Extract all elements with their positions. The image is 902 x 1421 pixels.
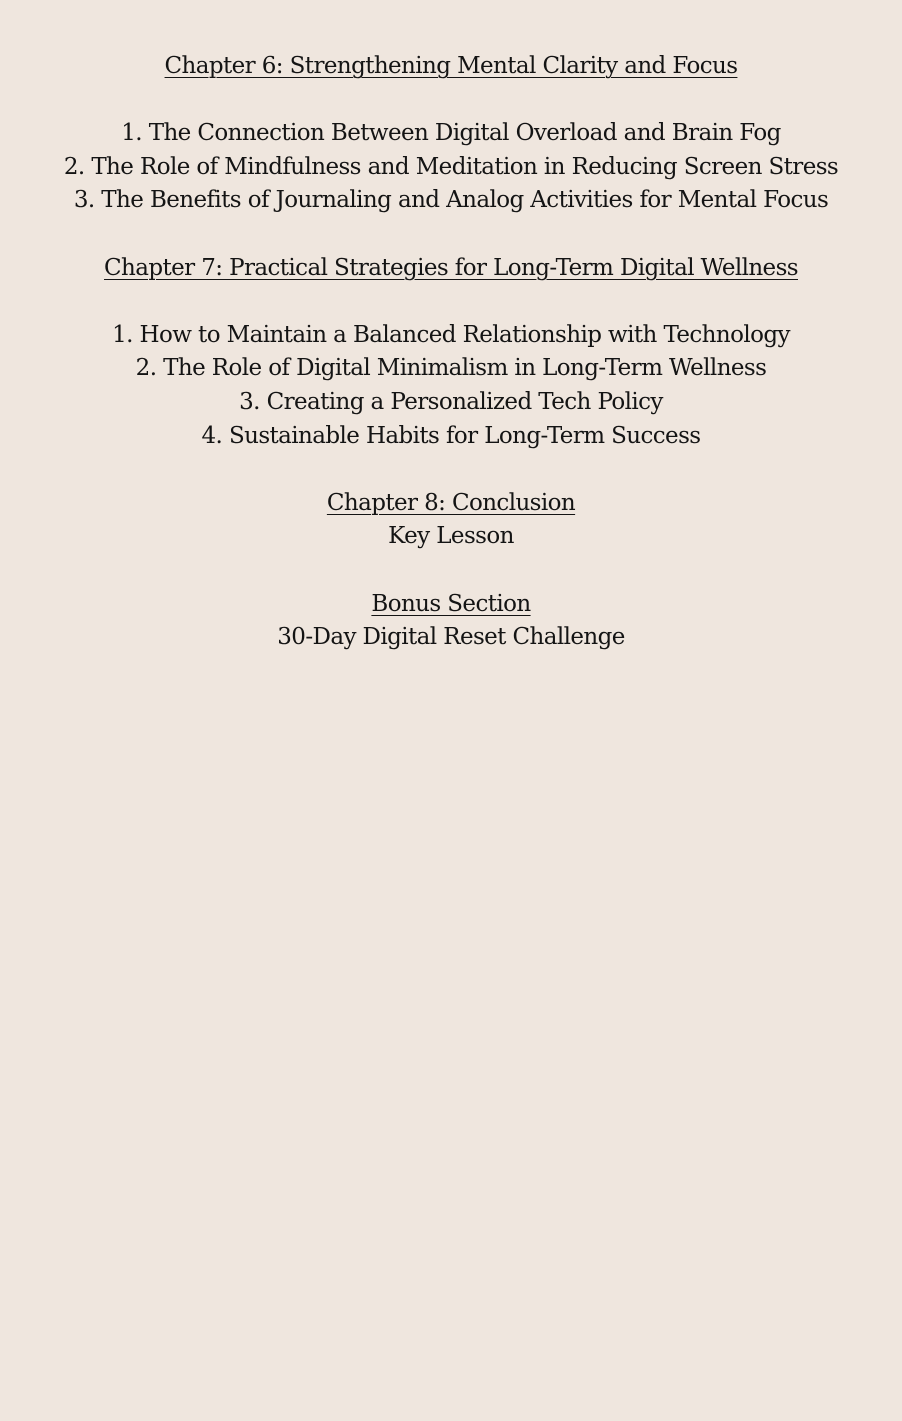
spacer — [0, 554, 902, 588]
spacer — [0, 453, 902, 487]
spacer — [0, 218, 902, 252]
chapter-6-item-2: 2. The Role of Mindfulness and Meditation in Reducing Screen Stress — [63, 153, 839, 180]
chapter-8-heading: Chapter 8: Conclusion — [326, 489, 576, 516]
chapter-8-item-1: Key Lesson — [388, 523, 514, 550]
chapter-6-item-1: 1. The Connection Between Digital Overload and Brain Fog — [121, 120, 781, 147]
bonus-section-heading: Bonus Section — [371, 590, 531, 617]
spacer — [0, 285, 902, 319]
table-of-contents — [0, 50, 902, 655]
chapter-7-item-2: 2. The Role of Digital Minimalism in Long-Term Wellness — [135, 355, 767, 382]
chapter-7-item-1: 1. How to Maintain a Balanced Relationship with Technology — [112, 321, 790, 348]
chapter-6-heading: Chapter 6: Strengthening Mental Clarity and Focus — [164, 53, 738, 79]
chapter-6-item-3: 3. The Benefits of Journaling and Analog Activities for Mental Focus — [73, 187, 829, 214]
chapter-7-item-3: 3. Creating a Personalized Tech Policy — [239, 388, 663, 415]
chapter-7-item-4: 4. Sustainable Habits for Long-Term Success — [201, 422, 701, 449]
chapter-7-heading: Chapter 7: Practical Strategies for Long-Term Digital Wellness — [104, 254, 798, 281]
spacer — [0, 84, 902, 118]
bonus-section-item-1: 30-Day Digital Reset Challenge — [277, 624, 625, 651]
